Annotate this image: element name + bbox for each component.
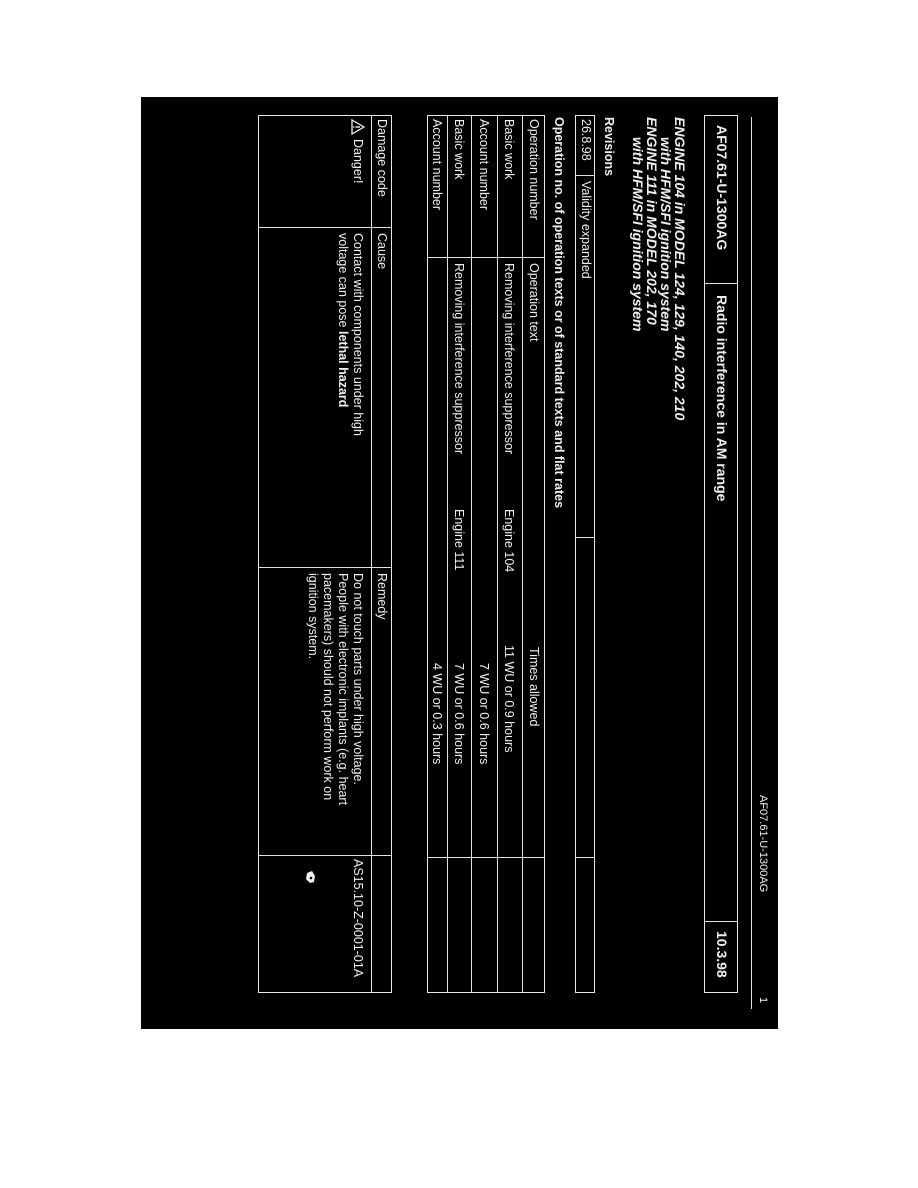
remedy-line-1: Do not touch parts under high voltage. — [351, 573, 365, 785]
remedy-line-3: pacemakers) should not perform work on — [321, 573, 335, 801]
revisions-title: Revisions — [602, 117, 616, 177]
op-row-label: Account number — [477, 119, 491, 211]
remedy-line-4: ignition system. — [306, 573, 320, 660]
op-row-text: Removing interference suppressor — [502, 263, 516, 455]
rotated-content — [141, 97, 778, 1029]
header-title: Radio interference in AM range — [714, 295, 730, 502]
hand-pointer-icon — [304, 869, 318, 885]
engine-line-3: ENGINE 111 in MODEL 202, 170 — [644, 117, 660, 325]
operations-table — [427, 115, 545, 993]
engine-line-1: ENGINE 104 in MODEL 124, 129, 140, 202, 210 — [672, 117, 688, 421]
remedy-line-2: People with electronic implants (e.g. heart — [336, 573, 350, 806]
col-times-allowed: Times allowed — [527, 647, 541, 727]
page-number: 1 — [757, 997, 769, 1004]
op-row-label: Account number — [430, 119, 444, 211]
warning-triangle-icon — [351, 119, 365, 135]
revision-date: 26.8.98 — [579, 119, 593, 161]
engine-line-4: with HFM/SFI ignition system — [630, 137, 646, 332]
op-row-label: Basic work — [452, 119, 466, 180]
op-row-label: Basic work — [502, 119, 516, 180]
op-row-time: 7 WU or 0.6 hours — [477, 663, 491, 765]
running-doc-code: AF07.61-U-1300AG — [757, 795, 769, 893]
col-cause: Cause — [375, 233, 389, 270]
col-remedy: Remedy — [375, 573, 389, 620]
op-row-text: Removing interference suppressor — [452, 263, 466, 455]
top-rule — [751, 117, 752, 1009]
cause-line-1: Contact with components under high — [351, 233, 365, 436]
header-code: AF07.61-U-1300AG — [714, 125, 730, 251]
op-row-engine: Engine 111 — [452, 509, 466, 571]
op-row-time: 4 WU or 0.3 hours — [430, 663, 444, 765]
cause-line-2: voltage can pose lethal hazard — [336, 233, 350, 408]
col-operation-text: Operation text — [527, 263, 541, 342]
op-row-engine: Engine 104 — [502, 509, 516, 573]
col-damage-code: Damage code — [375, 119, 389, 197]
op-row-time: 11 WU or 0.9 hours — [502, 645, 516, 753]
operations-title: Operation no. of operation texts or of standard texts and flat rates — [552, 117, 566, 509]
revision-text: Validity expanded — [579, 181, 593, 279]
op-row-time: 7 WU or 0.6 hours — [452, 663, 466, 765]
reference-code: AS15.10-Z-0001-01A — [351, 859, 365, 978]
col-operation-number: Operation number — [527, 119, 541, 220]
header-date: 10.3.98 — [714, 931, 730, 978]
engine-line-2: with HFM/SFI ignition system — [658, 137, 674, 332]
scanned-page — [141, 97, 778, 1029]
danger-label: Danger! — [351, 139, 365, 184]
